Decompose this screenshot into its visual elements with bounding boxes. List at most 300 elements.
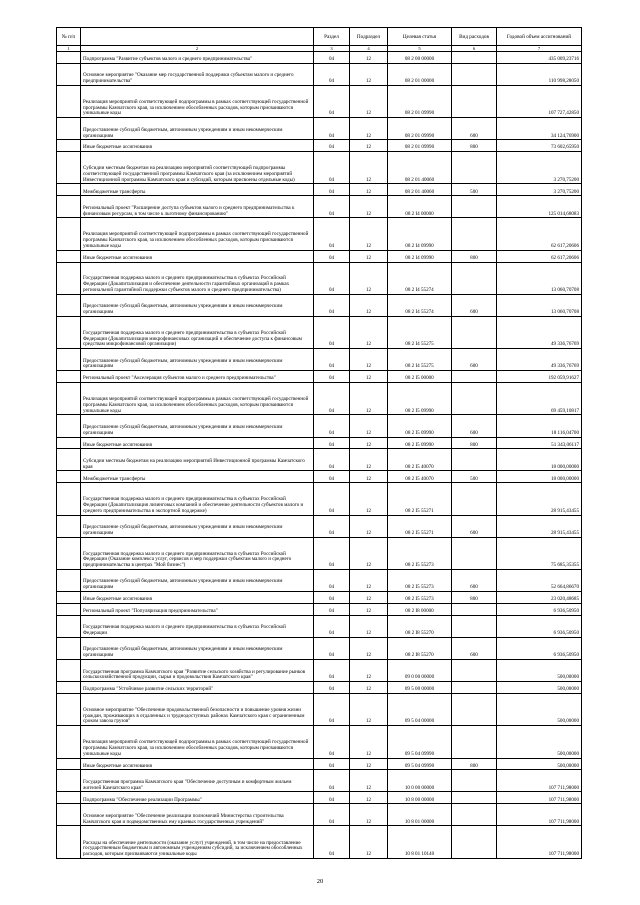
row-number-cell bbox=[57, 294, 81, 316]
row-target-cell: 08 2 I5 40070 bbox=[388, 449, 452, 471]
row-subsection-cell: 12 bbox=[350, 471, 388, 483]
row-amount-cell: 500,00000 bbox=[497, 726, 582, 758]
row-amount-cell: 34 124,76900 bbox=[497, 118, 582, 140]
budget-table-container bbox=[56, 27, 581, 859]
row-amount-cell: 6 936,50950 bbox=[497, 615, 582, 637]
row-number-cell bbox=[57, 483, 81, 515]
row-kind-cell bbox=[452, 660, 497, 682]
row-name-cell: Основное мероприятие "Обеспечение реализации полномочий Министерства строительства Камчатского края и подведомственных ему краевых государственных учреждений" bbox=[81, 804, 314, 826]
row-kind-cell bbox=[452, 63, 497, 85]
row-amount-cell: 18 000,00000 bbox=[497, 471, 582, 483]
table-row bbox=[57, 250, 582, 262]
row-name-cell: Региональный проект "Расширение доступа субъектов малого и среднего предпринимательства к финансовым ресурсам, в том числе к льготному финансированию" bbox=[81, 196, 314, 218]
row-subsection-cell: 12 bbox=[350, 592, 388, 604]
row-section-cell: 04 bbox=[314, 63, 350, 85]
row-subsection-cell: 12 bbox=[350, 63, 388, 85]
page-number: 20 bbox=[316, 878, 324, 885]
row-target-cell: 08 2 I5 55273 bbox=[388, 592, 452, 604]
row-section-cell: 04 bbox=[314, 694, 350, 726]
budget-table bbox=[56, 27, 582, 859]
row-number-cell bbox=[57, 85, 81, 117]
row-section-cell: 04 bbox=[314, 196, 350, 218]
row-amount-cell: 13 060,70708 bbox=[497, 294, 582, 316]
row-target-cell: 08 2 01 09990 bbox=[388, 118, 452, 140]
row-kind-cell bbox=[452, 383, 497, 415]
row-subsection-cell: 12 bbox=[350, 184, 388, 196]
row-name-cell: Реализация мероприятий соответствующей подпрограммы в рамках соответствующей государственной программы Камчатского края, за исключением обособленных расходов, которым присваиваются уникальные коды bbox=[81, 85, 314, 117]
row-kind-cell bbox=[452, 726, 497, 758]
row-section-cell: 04 bbox=[314, 537, 350, 569]
row-section-cell: 04 bbox=[314, 140, 350, 152]
table-row bbox=[57, 349, 582, 371]
row-section-cell: 04 bbox=[314, 603, 350, 615]
header-annual-amount: Годовой объем ассигнований bbox=[497, 28, 582, 46]
row-amount-cell: 49 336,76769 bbox=[497, 349, 582, 371]
row-number-cell bbox=[57, 792, 81, 804]
column-number: 2 bbox=[81, 46, 314, 52]
row-amount-cell: 51 343,06117 bbox=[497, 437, 582, 449]
header-target-article: Целевая статья bbox=[388, 28, 452, 46]
row-amount-cell: 73 602,65950 bbox=[497, 140, 582, 152]
row-section-cell: 04 bbox=[314, 770, 350, 792]
table-row bbox=[57, 592, 582, 604]
table-row bbox=[57, 52, 582, 64]
table-row bbox=[57, 682, 582, 694]
table-row bbox=[57, 218, 582, 250]
row-number-cell bbox=[57, 437, 81, 449]
row-amount-cell: 110 998,28050 bbox=[497, 63, 582, 85]
row-amount-cell: 107 711,98000 bbox=[497, 792, 582, 804]
table-row bbox=[57, 371, 582, 383]
row-number-cell bbox=[57, 615, 81, 637]
row-section-cell: 04 bbox=[314, 437, 350, 449]
row-subsection-cell: 12 bbox=[350, 383, 388, 415]
row-subsection-cell: 12 bbox=[350, 437, 388, 449]
row-subsection-cell: 12 bbox=[350, 118, 388, 140]
row-target-cell: 09 5 04 09990 bbox=[388, 726, 452, 758]
row-name-cell: Субсидии местным бюджетам на реализацию мероприятий Инвестиционной программы Камчатского края bbox=[81, 449, 314, 471]
row-amount-cell: 3 270,75200 bbox=[497, 152, 582, 184]
row-kind-cell bbox=[452, 682, 497, 694]
row-number-cell bbox=[57, 758, 81, 770]
row-name-cell: Государственная поддержка малого и среднего предпринимательства в субъектах Российской Федерации bbox=[81, 615, 314, 637]
row-section-cell: 04 bbox=[314, 218, 350, 250]
row-section-cell: 04 bbox=[314, 483, 350, 515]
row-amount-cell: 500,00000 bbox=[497, 660, 582, 682]
row-number-cell bbox=[57, 218, 81, 250]
row-target-cell: 10 8 01 00000 bbox=[388, 804, 452, 826]
row-kind-cell: 500 bbox=[452, 471, 497, 483]
header-section: Раздел bbox=[314, 28, 350, 46]
row-subsection-cell: 12 bbox=[350, 758, 388, 770]
row-target-cell: 10 8 01 10140 bbox=[388, 826, 452, 859]
row-kind-cell bbox=[452, 826, 497, 859]
table-row bbox=[57, 515, 582, 537]
row-target-cell: 08 2 I5 55271 bbox=[388, 515, 452, 537]
row-target-cell: 08 2 I8 00000 bbox=[388, 603, 452, 615]
row-name-cell: Расходы на обеспечение деятельности (оказание услуг) учреждений, в том числе на предоставление государственным бюджетным и автономным учреждениям субсидий, за исключением обособленных расходов, которым присваиваются уникальные коды bbox=[81, 826, 314, 859]
row-target-cell: 08 2 I5 55271 bbox=[388, 483, 452, 515]
row-number-cell bbox=[57, 682, 81, 694]
row-subsection-cell: 12 bbox=[350, 770, 388, 792]
row-target-cell: 09 5 04 00000 bbox=[388, 694, 452, 726]
row-section-cell: 04 bbox=[314, 726, 350, 758]
row-amount-cell: 125 014,68083 bbox=[497, 196, 582, 218]
row-kind-cell: 600 bbox=[452, 415, 497, 437]
row-target-cell: 08 2 01 40060 bbox=[388, 152, 452, 184]
header-name bbox=[81, 28, 314, 46]
row-name-cell: Иные бюджетные ассигнования bbox=[81, 140, 314, 152]
row-target-cell: 08 2 I5 09990 bbox=[388, 415, 452, 437]
table-row bbox=[57, 471, 582, 483]
table-row bbox=[57, 437, 582, 449]
row-subsection-cell: 12 bbox=[350, 371, 388, 383]
row-subsection-cell: 12 bbox=[350, 196, 388, 218]
table-row bbox=[57, 483, 582, 515]
row-kind-cell bbox=[452, 218, 497, 250]
row-target-cell: 08 2 I4 09990 bbox=[388, 250, 452, 262]
row-name-cell: Государственная поддержка малого и среднего предпринимательства в субъектах Российской Федерации (Оказание комплекса услуг, сервисов и мер поддержки субъектам малого и среднего предпринимательства в центрах "Мой бизнес") bbox=[81, 537, 314, 569]
row-amount-cell: 23 020,48685 bbox=[497, 592, 582, 604]
row-amount-cell: 69 459,10817 bbox=[497, 383, 582, 415]
row-section-cell: 04 bbox=[314, 449, 350, 471]
row-amount-cell: 13 060,70708 bbox=[497, 262, 582, 294]
row-kind-cell bbox=[452, 262, 497, 294]
row-target-cell: 08 2 I5 55273 bbox=[388, 569, 452, 591]
row-kind-cell: 600 bbox=[452, 294, 497, 316]
table-row bbox=[57, 449, 582, 471]
table-body bbox=[57, 52, 582, 859]
row-number-cell bbox=[57, 184, 81, 196]
table-row bbox=[57, 826, 582, 859]
row-subsection-cell: 12 bbox=[350, 218, 388, 250]
row-number-cell bbox=[57, 63, 81, 85]
row-name-cell: Государственная поддержка малого и среднего предпринимательства в субъектах Российской Федерации (Докапитализация лизинговых компаний и обеспечение деятельности субъектов малого и среднего предпринимательства в экспортной поддержке) bbox=[81, 483, 314, 515]
row-subsection-cell: 12 bbox=[350, 415, 388, 437]
row-name-cell: Государственная поддержка малого и среднего предпринимательства в субъектах Российской Федерации (Докапитализация и обеспечение деятельности гарантийных организаций в рамках региональной гарантийной поддержки субъектов малого и среднего предпринимательства) bbox=[81, 262, 314, 294]
row-name-cell: Предоставление субсидий бюджетным, автономным учреждениям и иным некоммерческим организациям bbox=[81, 569, 314, 591]
row-section-cell: 04 bbox=[314, 615, 350, 637]
row-subsection-cell: 12 bbox=[350, 826, 388, 859]
row-kind-cell: 800 bbox=[452, 140, 497, 152]
row-target-cell: 08 2 I5 40070 bbox=[388, 471, 452, 483]
row-name-cell: Предоставление субсидий бюджетным, автономным учреждениям и иным некоммерческим организациям bbox=[81, 294, 314, 316]
row-number-cell bbox=[57, 637, 81, 659]
row-name-cell: Реализация мероприятий соответствующей подпрограммы в рамках соответствующей государственной программы Камчатского края, за исключением обособленных расходов, которым присваиваются уникальные коды bbox=[81, 726, 314, 758]
row-name-cell: Иные бюджетные ассигнования bbox=[81, 758, 314, 770]
row-name-cell: Иные бюджетные ассигнования bbox=[81, 437, 314, 449]
row-kind-cell bbox=[452, 371, 497, 383]
row-number-cell bbox=[57, 415, 81, 437]
row-name-cell: Межбюджетные трансферты bbox=[81, 184, 314, 196]
row-target-cell: 08 2 I5 09990 bbox=[388, 437, 452, 449]
row-kind-cell bbox=[452, 85, 497, 117]
row-section-cell: 04 bbox=[314, 471, 350, 483]
row-section-cell: 04 bbox=[314, 349, 350, 371]
header-number: № п/п bbox=[57, 28, 81, 46]
row-amount-cell: 500,00000 bbox=[497, 682, 582, 694]
row-kind-cell bbox=[452, 152, 497, 184]
row-section-cell: 04 bbox=[314, 52, 350, 64]
row-amount-cell: 28 915,43455 bbox=[497, 515, 582, 537]
row-subsection-cell: 12 bbox=[350, 792, 388, 804]
row-number-cell bbox=[57, 371, 81, 383]
row-name-cell: Предоставление субсидий бюджетным, автономным учреждениям и иным некоммерческим организациям bbox=[81, 118, 314, 140]
row-number-cell bbox=[57, 316, 81, 348]
row-section-cell: 04 bbox=[314, 371, 350, 383]
row-name-cell: Реализация мероприятий соответствующей подпрограммы в рамках соответствующей государственной программы Камчатского края, за исключением обособленных расходов, которым присваиваются уникальные коды bbox=[81, 218, 314, 250]
row-number-cell bbox=[57, 140, 81, 152]
row-target-cell: 08 2 00 00000 bbox=[388, 52, 452, 64]
row-amount-cell: 500,00000 bbox=[497, 758, 582, 770]
row-kind-cell: 800 bbox=[452, 250, 497, 262]
row-subsection-cell: 12 bbox=[350, 569, 388, 591]
row-name-cell: Региональный проект "Популяризация предпринимательства" bbox=[81, 603, 314, 615]
row-name-cell: Государственная поддержка малого и среднего предпринимательства в субъектах Российской Федерации (Докапитализация микрофинансовых организаций и обеспечение доступа к финансовым средствам микрофинансовой организации) bbox=[81, 316, 314, 348]
row-name-cell: Субсидии местным бюджетам на реализацию мероприятий соответствующей подпрограммы соответствующей государственной программы Камчатского края (за исключением мероприятий Инвестиционной программы Камчатского края и субсидий, которым присвоены отдельные коды) bbox=[81, 152, 314, 184]
row-subsection-cell: 12 bbox=[350, 483, 388, 515]
table-row bbox=[57, 262, 582, 294]
row-kind-cell: 600 bbox=[452, 118, 497, 140]
row-name-cell: Реализация мероприятий соответствующей подпрограммы в рамках соответствующей государственной программы Камчатского края, за исключением обособленных расходов, которым присваиваются уникальные коды bbox=[81, 383, 314, 415]
row-amount-cell: 18 000,00000 bbox=[497, 449, 582, 471]
row-name-cell: Иные бюджетные ассигнования bbox=[81, 592, 314, 604]
table-header-row bbox=[57, 28, 582, 46]
row-amount-cell: 52 664,86670 bbox=[497, 569, 582, 591]
row-section-cell: 04 bbox=[314, 804, 350, 826]
column-number: 7 bbox=[497, 46, 582, 52]
row-section-cell: 04 bbox=[314, 118, 350, 140]
table-row bbox=[57, 770, 582, 792]
table-row bbox=[57, 569, 582, 591]
row-section-cell: 04 bbox=[314, 262, 350, 294]
row-name-cell: Предоставление субсидий бюджетным, автономным учреждениям и иным некоммерческим организациям bbox=[81, 637, 314, 659]
row-number-cell bbox=[57, 592, 81, 604]
table-row bbox=[57, 726, 582, 758]
row-amount-cell: 107 711,98000 bbox=[497, 770, 582, 792]
row-section-cell: 04 bbox=[314, 682, 350, 694]
row-kind-cell bbox=[452, 196, 497, 218]
row-kind-cell bbox=[452, 483, 497, 515]
row-amount-cell: 62 617,20606 bbox=[497, 250, 582, 262]
table-row bbox=[57, 758, 582, 770]
row-target-cell: 08 2 01 09990 bbox=[388, 140, 452, 152]
row-section-cell: 04 bbox=[314, 250, 350, 262]
table-row bbox=[57, 140, 582, 152]
row-section-cell: 04 bbox=[314, 85, 350, 117]
row-name-cell: Предоставление субсидий бюджетным, автономным учреждениям и иным некоммерческим организациям bbox=[81, 415, 314, 437]
row-amount-cell: 3 270,75200 bbox=[497, 184, 582, 196]
row-target-cell: 08 2 01 00000 bbox=[388, 63, 452, 85]
row-section-cell: 04 bbox=[314, 569, 350, 591]
row-number-cell bbox=[57, 471, 81, 483]
row-target-cell: 08 2 01 40060 bbox=[388, 184, 452, 196]
table-row bbox=[57, 118, 582, 140]
row-name-cell: Подпрограмма "Развитие субъектов малого и среднего предпринимательства" bbox=[81, 52, 314, 64]
column-number: 6 bbox=[452, 46, 497, 52]
row-kind-cell bbox=[452, 615, 497, 637]
row-kind-cell bbox=[452, 537, 497, 569]
row-kind-cell: 500 bbox=[452, 184, 497, 196]
row-amount-cell: 18 116,04700 bbox=[497, 415, 582, 437]
column-number: 3 bbox=[314, 46, 350, 52]
row-amount-cell: 62 617,20606 bbox=[497, 218, 582, 250]
header-expense-kind: Вид расходов bbox=[452, 28, 497, 46]
row-section-cell: 04 bbox=[314, 383, 350, 415]
row-kind-cell bbox=[452, 804, 497, 826]
row-number-cell bbox=[57, 826, 81, 859]
column-number: 5 bbox=[388, 46, 452, 52]
row-target-cell: 09 5 00 00000 bbox=[388, 682, 452, 694]
row-kind-cell bbox=[452, 316, 497, 348]
row-number-cell bbox=[57, 118, 81, 140]
row-subsection-cell: 12 bbox=[350, 449, 388, 471]
row-number-cell bbox=[57, 262, 81, 294]
row-name-cell: Основное мероприятие "Обеспечение продовольственной безопасности и повышение уровня жизни граждан, проживающих в отдаленных и труднодоступных районах Камчатского края с ограниченным сроком завоза грузов" bbox=[81, 694, 314, 726]
row-number-cell bbox=[57, 196, 81, 218]
row-kind-cell: 600 bbox=[452, 569, 497, 591]
column-number: 1 bbox=[57, 46, 81, 52]
row-number-cell bbox=[57, 660, 81, 682]
row-target-cell: 08 2 I4 55274 bbox=[388, 294, 452, 316]
table-row bbox=[57, 294, 582, 316]
row-subsection-cell: 12 bbox=[350, 85, 388, 117]
table-row bbox=[57, 415, 582, 437]
row-name-cell: Региональный проект "Акселерация субъектов малого и среднего предпринимательства" bbox=[81, 371, 314, 383]
row-subsection-cell: 12 bbox=[350, 515, 388, 537]
row-name-cell: Подпрограмма "Обеспечение реализации Программы" bbox=[81, 792, 314, 804]
row-name-cell: Предоставление субсидий бюджетным, автономным учреждениям и иным некоммерческим организациям bbox=[81, 349, 314, 371]
row-number-cell bbox=[57, 349, 81, 371]
row-subsection-cell: 12 bbox=[350, 262, 388, 294]
row-name-cell: Межбюджетные трансферты bbox=[81, 471, 314, 483]
row-number-cell bbox=[57, 770, 81, 792]
row-section-cell: 04 bbox=[314, 152, 350, 184]
row-kind-cell bbox=[452, 603, 497, 615]
header-subsection: Подраздел bbox=[350, 28, 388, 46]
table-row bbox=[57, 603, 582, 615]
row-section-cell: 04 bbox=[314, 294, 350, 316]
row-section-cell: 04 bbox=[314, 184, 350, 196]
row-subsection-cell: 12 bbox=[350, 637, 388, 659]
row-amount-cell: 28 915,43455 bbox=[497, 483, 582, 515]
row-target-cell: 10 0 00 00000 bbox=[388, 770, 452, 792]
row-amount-cell: 107 711,98000 bbox=[497, 826, 582, 859]
row-name-cell: Иные бюджетные ассигнования bbox=[81, 250, 314, 262]
table-row bbox=[57, 694, 582, 726]
row-subsection-cell: 12 bbox=[350, 804, 388, 826]
row-amount-cell: 107 711,98000 bbox=[497, 804, 582, 826]
row-kind-cell: 800 bbox=[452, 592, 497, 604]
row-name-cell: Государственная программа Камчатского края "Развитие сельского хозяйства и регулирование рынков сельскохозяйственной продукции, сырья и продовольствия Камчатского края" bbox=[81, 660, 314, 682]
row-target-cell: 08 2 I4 00000 bbox=[388, 196, 452, 218]
row-target-cell: 08 2 I5 09990 bbox=[388, 383, 452, 415]
row-section-cell: 04 bbox=[314, 792, 350, 804]
row-number-cell bbox=[57, 449, 81, 471]
row-subsection-cell: 12 bbox=[350, 140, 388, 152]
row-number-cell bbox=[57, 804, 81, 826]
row-section-cell: 04 bbox=[314, 515, 350, 537]
row-number-cell bbox=[57, 250, 81, 262]
row-number-cell bbox=[57, 52, 81, 64]
row-number-cell bbox=[57, 603, 81, 615]
row-kind-cell bbox=[452, 770, 497, 792]
row-kind-cell bbox=[452, 792, 497, 804]
row-target-cell: 08 2 I8 55270 bbox=[388, 615, 452, 637]
row-name-cell: Предоставление субсидий бюджетным, автономным учреждениям и иным некоммерческим организациям bbox=[81, 515, 314, 537]
table-row bbox=[57, 184, 582, 196]
row-kind-cell: 800 bbox=[452, 437, 497, 449]
row-amount-cell: 6 936,50950 bbox=[497, 603, 582, 615]
row-subsection-cell: 12 bbox=[350, 726, 388, 758]
row-amount-cell: 192 059,91627 bbox=[497, 371, 582, 383]
row-kind-cell: 600 bbox=[452, 349, 497, 371]
row-amount-cell: 435 009,23716 bbox=[497, 52, 582, 64]
row-number-cell bbox=[57, 383, 81, 415]
row-section-cell: 04 bbox=[314, 826, 350, 859]
row-section-cell: 04 bbox=[314, 415, 350, 437]
row-target-cell: 08 2 I5 55273 bbox=[388, 537, 452, 569]
table-row bbox=[57, 63, 582, 85]
row-number-cell bbox=[57, 537, 81, 569]
row-kind-cell: 800 bbox=[452, 758, 497, 770]
row-subsection-cell: 12 bbox=[350, 349, 388, 371]
row-target-cell: 08 2 I4 09990 bbox=[388, 218, 452, 250]
row-subsection-cell: 12 bbox=[350, 294, 388, 316]
row-subsection-cell: 12 bbox=[350, 682, 388, 694]
row-target-cell: 08 2 I4 55275 bbox=[388, 349, 452, 371]
row-target-cell: 08 2 I4 55274 bbox=[388, 262, 452, 294]
row-subsection-cell: 12 bbox=[350, 660, 388, 682]
row-number-cell bbox=[57, 694, 81, 726]
row-section-cell: 04 bbox=[314, 660, 350, 682]
row-kind-cell bbox=[452, 52, 497, 64]
row-kind-cell bbox=[452, 694, 497, 726]
row-number-cell bbox=[57, 726, 81, 758]
table-row bbox=[57, 660, 582, 682]
row-name-cell: Государственная программа Камчатского края "Обеспечение доступным и комфортным жильем жителей Камчатского края" bbox=[81, 770, 314, 792]
table-row bbox=[57, 316, 582, 348]
row-subsection-cell: 12 bbox=[350, 250, 388, 262]
row-subsection-cell: 12 bbox=[350, 694, 388, 726]
table-row bbox=[57, 637, 582, 659]
row-target-cell: 09 5 04 09990 bbox=[388, 758, 452, 770]
row-number-cell bbox=[57, 515, 81, 537]
row-name-cell: Основное мероприятие "Оказание мер государственной поддержки субъектам малого и среднего предпринимательства" bbox=[81, 63, 314, 85]
row-amount-cell: 6 936,50950 bbox=[497, 637, 582, 659]
row-amount-cell: 49 336,76769 bbox=[497, 316, 582, 348]
row-kind-cell: 600 bbox=[452, 637, 497, 659]
row-target-cell: 10 8 00 00000 bbox=[388, 792, 452, 804]
row-name-cell: Подпрограмма "Устойчивое развитие сельских территорий" bbox=[81, 682, 314, 694]
row-target-cell: 08 2 I5 00000 bbox=[388, 371, 452, 383]
row-subsection-cell: 12 bbox=[350, 603, 388, 615]
row-subsection-cell: 12 bbox=[350, 615, 388, 637]
row-target-cell: 08 2 I8 55270 bbox=[388, 637, 452, 659]
table-row bbox=[57, 383, 582, 415]
row-number-cell bbox=[57, 569, 81, 591]
row-subsection-cell: 12 bbox=[350, 537, 388, 569]
row-target-cell: 08 2 I4 55275 bbox=[388, 316, 452, 348]
row-target-cell: 08 2 01 09990 bbox=[388, 85, 452, 117]
row-subsection-cell: 12 bbox=[350, 52, 388, 64]
row-target-cell: 09 0 00 00000 bbox=[388, 660, 452, 682]
table-row bbox=[57, 152, 582, 184]
row-section-cell: 04 bbox=[314, 758, 350, 770]
row-section-cell: 04 bbox=[314, 316, 350, 348]
row-subsection-cell: 12 bbox=[350, 152, 388, 184]
row-kind-cell: 600 bbox=[452, 515, 497, 537]
